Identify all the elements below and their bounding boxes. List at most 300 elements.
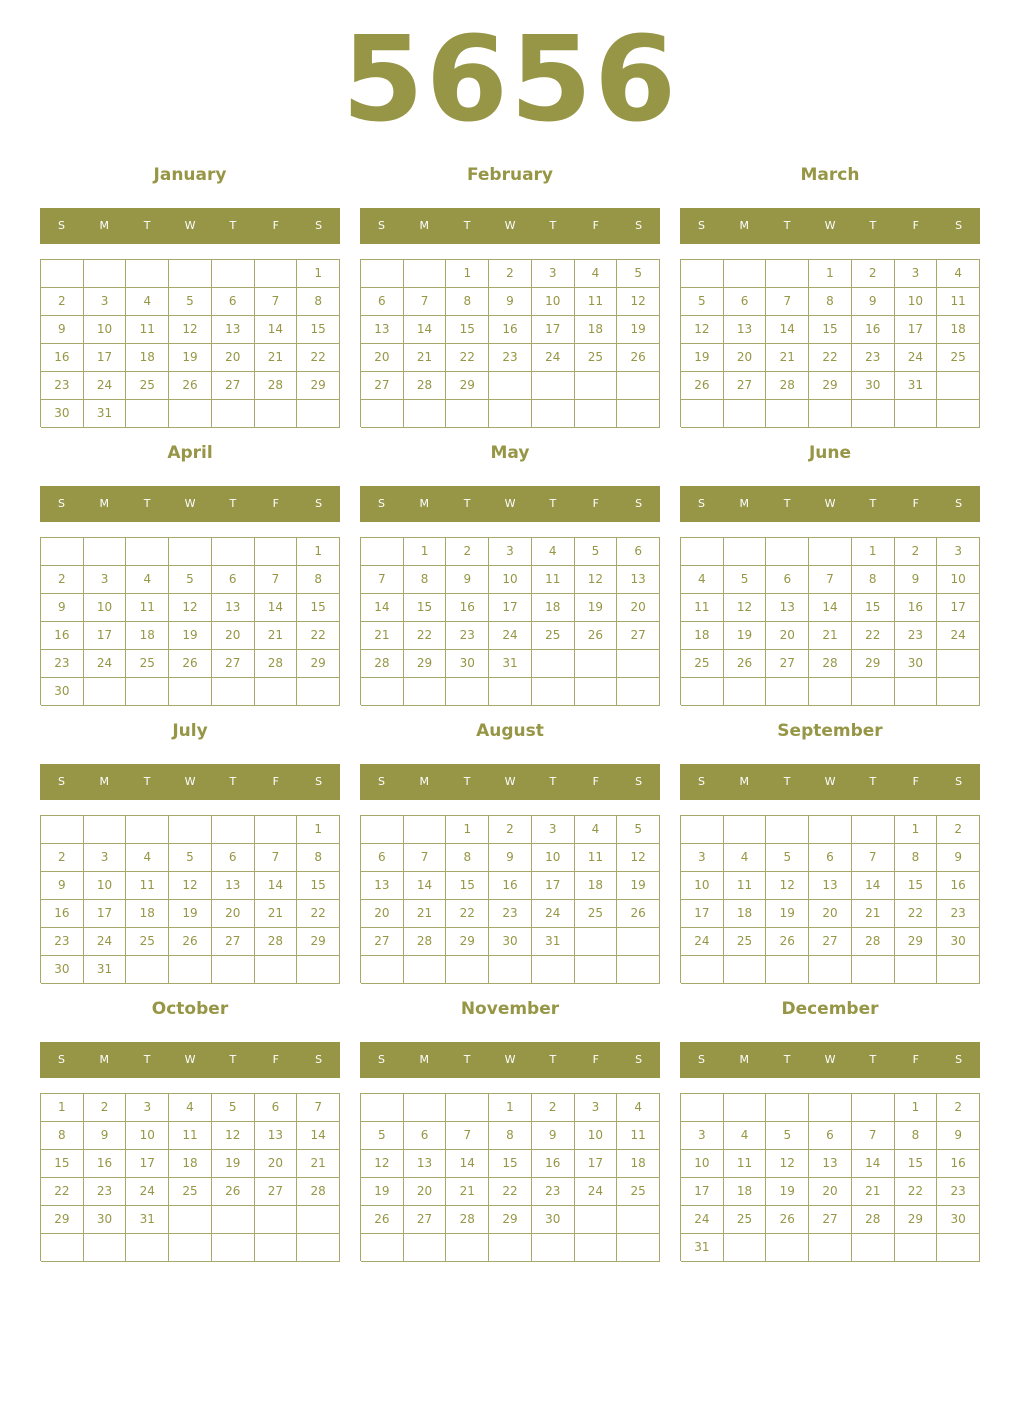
day-cell	[724, 1234, 767, 1262]
weekday-label: M	[419, 219, 430, 232]
day-cell: 23	[84, 1178, 127, 1206]
weekday-label: S	[635, 219, 643, 232]
day-cell: 9	[41, 316, 84, 344]
weekday-label: F	[912, 775, 919, 788]
day-cell: 7	[255, 288, 298, 316]
weekday-label: T	[229, 497, 237, 510]
day-cell	[681, 400, 724, 428]
day-cell	[575, 678, 618, 706]
day-cell	[575, 1206, 618, 1234]
day-cell	[532, 678, 575, 706]
day-cell: 15	[895, 1150, 938, 1178]
day-cell: 7	[852, 844, 895, 872]
day-cell	[681, 956, 724, 984]
day-cell: 26	[766, 928, 809, 956]
day-cell	[361, 816, 404, 844]
weekday-label: T	[783, 497, 791, 510]
weekday-header	[680, 764, 980, 800]
weekday-label: M	[739, 497, 750, 510]
day-cell: 8	[404, 566, 447, 594]
day-cell: 25	[126, 928, 169, 956]
day-cell: 5	[169, 566, 212, 594]
day-cell: 21	[404, 344, 447, 372]
day-cell: 30	[41, 400, 84, 428]
day-cell	[575, 956, 618, 984]
day-cell: 17	[84, 622, 127, 650]
day-cell	[617, 678, 660, 706]
weekday-label: T	[869, 497, 877, 510]
day-cell	[404, 678, 447, 706]
day-cell: 11	[617, 1122, 660, 1150]
day-cell: 8	[895, 1122, 938, 1150]
day-cell: 24	[681, 928, 724, 956]
weekday-label: S	[377, 1053, 385, 1066]
weekday-label: S	[57, 219, 65, 232]
day-cell	[681, 538, 724, 566]
day-cell: 24	[84, 372, 127, 400]
day-cell	[126, 816, 169, 844]
weekday-label: T	[143, 497, 151, 510]
day-cell: 7	[255, 844, 298, 872]
weekday-label: F	[592, 219, 599, 232]
weekday-label: M	[99, 497, 110, 510]
day-cell: 18	[126, 344, 169, 372]
day-cell	[681, 1094, 724, 1122]
day-cell: 3	[895, 260, 938, 288]
day-cell: 18	[126, 900, 169, 928]
day-cell: 6	[212, 288, 255, 316]
day-cell: 28	[404, 928, 447, 956]
day-grid	[360, 259, 660, 427]
day-cell: 13	[212, 872, 255, 900]
weekday-label: S	[955, 1053, 963, 1066]
weekday-label: T	[143, 775, 151, 788]
day-cell: 16	[852, 316, 895, 344]
day-cell: 9	[852, 288, 895, 316]
day-cell: 13	[255, 1122, 298, 1150]
day-cell	[852, 1094, 895, 1122]
day-cell: 19	[169, 344, 212, 372]
day-cell: 3	[937, 538, 980, 566]
day-cell	[617, 372, 660, 400]
day-cell: 29	[41, 1206, 84, 1234]
day-cell	[126, 956, 169, 984]
day-cell: 6	[724, 288, 767, 316]
day-cell: 19	[169, 900, 212, 928]
day-cell: 22	[297, 344, 340, 372]
weekday-label: S	[635, 1053, 643, 1066]
day-cell: 20	[404, 1178, 447, 1206]
day-cell: 17	[681, 900, 724, 928]
day-cell: 31	[84, 400, 127, 428]
day-cell: 27	[809, 928, 852, 956]
day-cell: 31	[681, 1234, 724, 1262]
day-cell: 15	[446, 872, 489, 900]
day-cell: 12	[724, 594, 767, 622]
day-cell	[404, 1234, 447, 1262]
day-cell: 26	[617, 900, 660, 928]
day-cell: 29	[404, 650, 447, 678]
day-cell: 17	[937, 594, 980, 622]
day-cell	[126, 400, 169, 428]
day-cell: 21	[852, 1178, 895, 1206]
day-cell: 1	[297, 260, 340, 288]
day-cell: 16	[84, 1150, 127, 1178]
day-cell	[766, 260, 809, 288]
day-cell: 24	[575, 1178, 618, 1206]
day-cell: 1	[895, 816, 938, 844]
day-cell: 7	[361, 566, 404, 594]
weekday-header	[40, 208, 340, 244]
day-cell: 2	[84, 1094, 127, 1122]
day-cell: 25	[937, 344, 980, 372]
day-cell: 21	[766, 344, 809, 372]
day-cell: 15	[852, 594, 895, 622]
day-cell: 15	[41, 1150, 84, 1178]
day-cell: 4	[937, 260, 980, 288]
day-grid	[360, 537, 660, 705]
weekday-label: S	[635, 775, 643, 788]
day-cell: 6	[255, 1094, 298, 1122]
day-cell	[937, 1234, 980, 1262]
day-cell: 8	[41, 1122, 84, 1150]
day-cell: 12	[169, 316, 212, 344]
day-cell: 10	[84, 872, 127, 900]
day-cell: 15	[446, 316, 489, 344]
day-cell: 12	[169, 872, 212, 900]
day-cell	[41, 538, 84, 566]
month-name: February	[466, 165, 554, 185]
day-cell: 11	[126, 872, 169, 900]
month-name: March	[800, 165, 860, 185]
weekday-label: F	[272, 219, 279, 232]
day-cell: 12	[617, 844, 660, 872]
day-cell	[169, 1234, 212, 1262]
day-cell: 7	[446, 1122, 489, 1150]
day-cell: 9	[84, 1122, 127, 1150]
day-cell: 12	[681, 316, 724, 344]
day-cell	[361, 1234, 404, 1262]
day-cell: 6	[212, 844, 255, 872]
day-cell: 11	[126, 594, 169, 622]
day-cell: 5	[169, 288, 212, 316]
day-cell: 24	[681, 1206, 724, 1234]
day-cell: 6	[809, 1122, 852, 1150]
day-cell: 21	[297, 1150, 340, 1178]
weekday-label: T	[869, 1053, 877, 1066]
weekday-label: S	[697, 775, 705, 788]
day-cell: 21	[852, 900, 895, 928]
day-cell: 1	[297, 816, 340, 844]
year-title: 5656	[341, 10, 679, 148]
day-cell	[255, 816, 298, 844]
day-cell	[361, 678, 404, 706]
weekday-label: S	[315, 497, 323, 510]
day-cell: 29	[809, 372, 852, 400]
day-cell: 29	[297, 928, 340, 956]
day-cell	[169, 400, 212, 428]
day-cell: 16	[41, 622, 84, 650]
day-cell: 13	[212, 594, 255, 622]
day-cell: 17	[532, 316, 575, 344]
day-cell: 10	[532, 844, 575, 872]
weekday-label: S	[315, 775, 323, 788]
day-cell: 15	[404, 594, 447, 622]
day-cell: 3	[84, 566, 127, 594]
day-cell: 5	[212, 1094, 255, 1122]
weekday-label: S	[315, 1053, 323, 1066]
day-cell: 14	[404, 316, 447, 344]
day-cell: 2	[41, 844, 84, 872]
day-cell	[126, 538, 169, 566]
day-cell	[681, 260, 724, 288]
day-cell	[724, 400, 767, 428]
day-cell: 25	[575, 344, 618, 372]
day-cell: 23	[937, 1178, 980, 1206]
day-grid	[40, 259, 340, 427]
day-cell	[724, 538, 767, 566]
day-cell	[84, 678, 127, 706]
day-cell	[809, 1094, 852, 1122]
day-cell: 5	[361, 1122, 404, 1150]
day-cell	[212, 260, 255, 288]
day-cell	[852, 816, 895, 844]
day-cell: 20	[809, 900, 852, 928]
day-cell: 10	[681, 1150, 724, 1178]
day-cell	[255, 1206, 298, 1234]
day-cell: 21	[255, 622, 298, 650]
day-cell: 19	[212, 1150, 255, 1178]
day-cell: 1	[41, 1094, 84, 1122]
day-cell	[212, 1234, 255, 1262]
day-cell: 3	[575, 1094, 618, 1122]
day-cell: 1	[852, 538, 895, 566]
weekday-label: T	[783, 775, 791, 788]
day-cell	[766, 1094, 809, 1122]
weekday-label: W	[504, 775, 516, 788]
weekday-label: T	[549, 219, 557, 232]
day-cell: 22	[895, 900, 938, 928]
day-cell: 18	[681, 622, 724, 650]
day-cell	[41, 260, 84, 288]
day-cell: 4	[575, 260, 618, 288]
day-cell: 13	[361, 316, 404, 344]
weekday-label: W	[824, 219, 836, 232]
day-cell: 28	[852, 928, 895, 956]
weekday-label: T	[143, 219, 151, 232]
day-cell	[361, 538, 404, 566]
day-cell: 2	[489, 816, 532, 844]
day-cell: 28	[297, 1178, 340, 1206]
day-cell: 15	[297, 594, 340, 622]
day-cell: 14	[446, 1150, 489, 1178]
day-cell	[169, 1206, 212, 1234]
day-cell: 24	[937, 622, 980, 650]
day-cell: 22	[297, 622, 340, 650]
day-cell: 31	[895, 372, 938, 400]
day-cell: 3	[681, 844, 724, 872]
day-cell: 25	[575, 900, 618, 928]
month-name: December	[781, 999, 879, 1019]
weekday-label: T	[869, 219, 877, 232]
weekday-label: M	[419, 497, 430, 510]
day-cell: 21	[446, 1178, 489, 1206]
day-cell: 11	[681, 594, 724, 622]
day-cell	[212, 678, 255, 706]
day-cell: 16	[895, 594, 938, 622]
day-cell: 14	[297, 1122, 340, 1150]
day-cell: 1	[404, 538, 447, 566]
day-cell: 9	[489, 288, 532, 316]
day-cell: 8	[809, 288, 852, 316]
day-cell: 6	[809, 844, 852, 872]
day-cell	[126, 260, 169, 288]
day-cell: 28	[255, 372, 298, 400]
day-cell: 8	[297, 288, 340, 316]
day-cell: 25	[169, 1178, 212, 1206]
day-cell: 28	[766, 372, 809, 400]
day-cell: 10	[84, 594, 127, 622]
day-grid	[360, 1093, 660, 1261]
day-cell	[852, 400, 895, 428]
day-grid	[680, 815, 980, 983]
day-cell: 8	[895, 844, 938, 872]
day-cell	[895, 956, 938, 984]
day-cell: 15	[895, 872, 938, 900]
day-cell	[404, 260, 447, 288]
day-cell: 23	[489, 900, 532, 928]
day-cell: 10	[575, 1122, 618, 1150]
weekday-label: M	[99, 219, 110, 232]
day-cell	[255, 1234, 298, 1262]
day-cell: 13	[617, 566, 660, 594]
day-grid	[360, 815, 660, 983]
weekday-label: S	[955, 219, 963, 232]
day-cell	[766, 678, 809, 706]
day-cell: 26	[575, 622, 618, 650]
weekday-label: F	[592, 497, 599, 510]
weekday-label: F	[592, 1053, 599, 1066]
day-cell	[937, 400, 980, 428]
day-cell: 2	[895, 538, 938, 566]
day-cell: 2	[852, 260, 895, 288]
day-cell: 28	[809, 650, 852, 678]
day-cell	[84, 538, 127, 566]
day-cell	[126, 1234, 169, 1262]
day-cell	[809, 678, 852, 706]
day-cell	[446, 1094, 489, 1122]
day-cell: 9	[41, 594, 84, 622]
day-cell: 7	[809, 566, 852, 594]
day-cell: 23	[41, 650, 84, 678]
day-cell	[895, 1234, 938, 1262]
day-cell: 25	[126, 372, 169, 400]
day-grid	[40, 1093, 340, 1261]
day-cell: 13	[361, 872, 404, 900]
day-cell: 13	[724, 316, 767, 344]
day-cell: 2	[41, 566, 84, 594]
day-cell: 11	[169, 1122, 212, 1150]
weekday-header	[360, 486, 660, 522]
weekday-label: F	[272, 1053, 279, 1066]
day-cell: 5	[766, 1122, 809, 1150]
day-cell: 25	[681, 650, 724, 678]
day-cell: 4	[724, 844, 767, 872]
day-cell: 16	[937, 872, 980, 900]
day-cell	[297, 678, 340, 706]
day-cell: 16	[41, 900, 84, 928]
weekday-header	[40, 1042, 340, 1078]
day-cell: 24	[84, 650, 127, 678]
day-cell: 17	[126, 1150, 169, 1178]
day-cell	[361, 1094, 404, 1122]
day-cell: 1	[895, 1094, 938, 1122]
weekday-label: T	[229, 219, 237, 232]
day-cell	[809, 538, 852, 566]
day-cell	[766, 400, 809, 428]
day-cell: 14	[361, 594, 404, 622]
day-cell: 11	[126, 316, 169, 344]
day-cell: 30	[937, 1206, 980, 1234]
month-name: August	[476, 721, 544, 741]
day-cell: 11	[724, 872, 767, 900]
day-cell: 31	[126, 1206, 169, 1234]
day-cell: 11	[724, 1150, 767, 1178]
day-cell: 29	[895, 1206, 938, 1234]
day-cell: 21	[255, 900, 298, 928]
day-cell	[681, 678, 724, 706]
weekday-label: F	[272, 497, 279, 510]
day-cell: 21	[404, 900, 447, 928]
day-cell: 9	[446, 566, 489, 594]
day-cell: 19	[575, 594, 618, 622]
day-cell: 17	[575, 1150, 618, 1178]
day-cell: 20	[212, 622, 255, 650]
weekday-label: F	[912, 1053, 919, 1066]
weekday-header	[40, 486, 340, 522]
day-cell: 31	[532, 928, 575, 956]
day-cell	[724, 1094, 767, 1122]
day-cell: 5	[766, 844, 809, 872]
weekday-label: T	[229, 1053, 237, 1066]
day-cell: 30	[489, 928, 532, 956]
day-grid	[680, 259, 980, 427]
day-cell: 26	[169, 928, 212, 956]
day-cell	[489, 678, 532, 706]
day-cell	[297, 400, 340, 428]
day-cell: 30	[84, 1206, 127, 1234]
weekday-label: T	[463, 219, 471, 232]
day-cell: 15	[297, 872, 340, 900]
weekday-label: M	[739, 219, 750, 232]
day-cell	[212, 816, 255, 844]
weekday-label: T	[869, 775, 877, 788]
day-cell	[446, 1234, 489, 1262]
weekday-label: S	[697, 219, 705, 232]
day-cell: 5	[575, 538, 618, 566]
day-cell: 10	[489, 566, 532, 594]
day-cell: 9	[41, 872, 84, 900]
day-cell	[297, 1234, 340, 1262]
day-cell: 20	[361, 344, 404, 372]
day-cell: 6	[212, 566, 255, 594]
day-cell	[852, 1234, 895, 1262]
weekday-label: F	[272, 775, 279, 788]
day-cell: 15	[809, 316, 852, 344]
day-cell: 30	[937, 928, 980, 956]
month-name: May	[490, 443, 530, 463]
day-cell: 14	[852, 1150, 895, 1178]
